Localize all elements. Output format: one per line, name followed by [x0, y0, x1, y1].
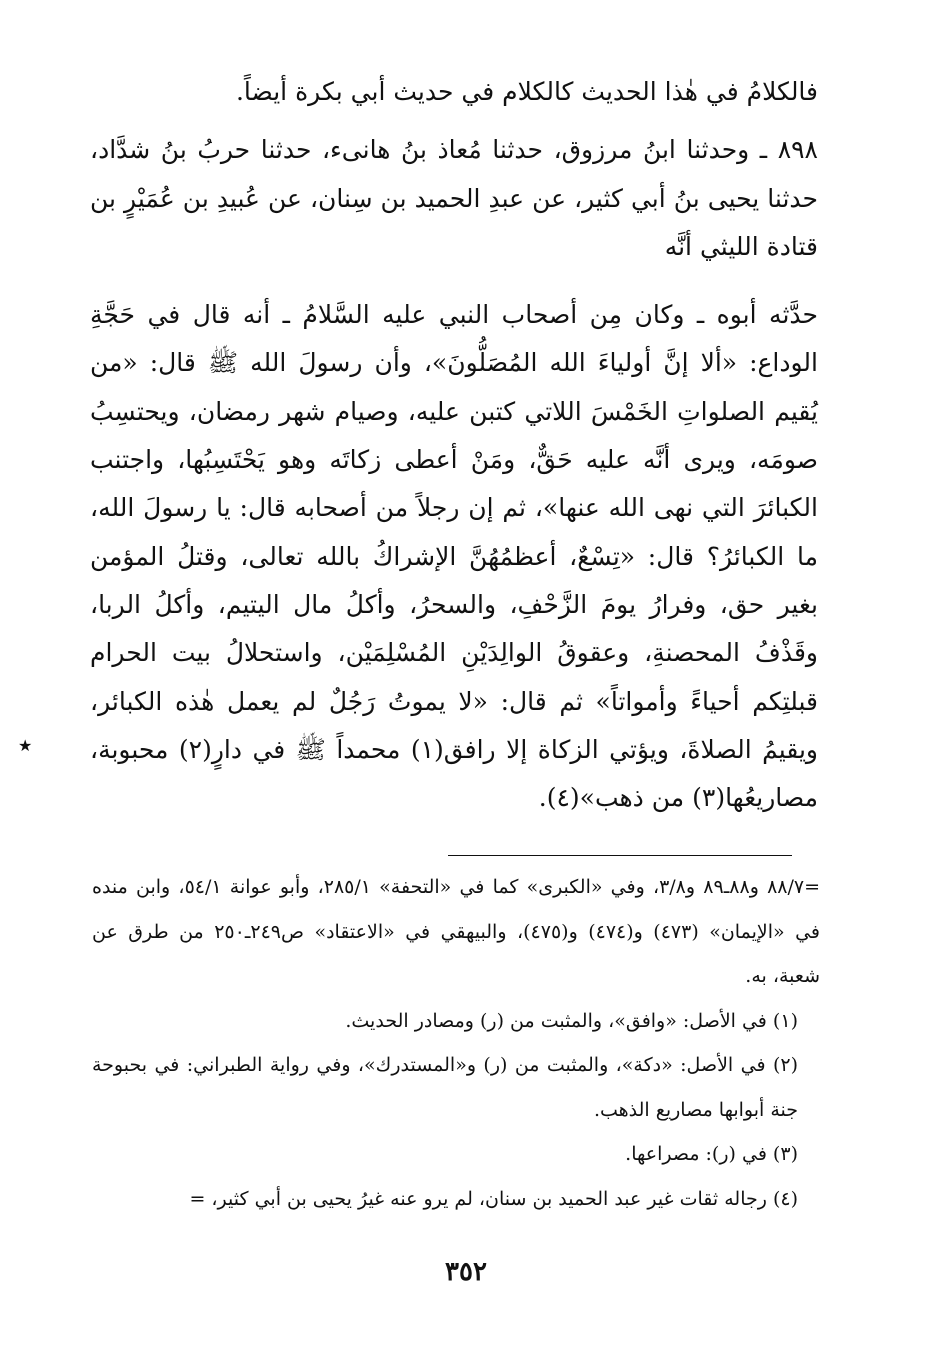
footnote-1: (١) في الأصل: «وافق»، والمثبت من (ر) ومصادر الحديث.	[345, 1009, 798, 1032]
paragraph-hadith-898-matn: حدَّثه أبوه ـ وكان مِن أصحاب النبي عليه السَّلامُ ـ أنه قال في حَجَّةِ الوداع: «ألا إنَّ أولياءَ الله المُصَلُّونَ»، وأن رسولَ الله ﷺ قال: «من يُقيم الصلواتِ الخَمْسَ اللاتي كتبن عليه، وصيام شهر رمضان، ويحتسِبُ صومَه، ويرى أنَّه عليه حَقٌّ، ومَنْ أعطى زكاتَه وهو يَحْتَسِبُها، واجتنب الكبائرَ التي نهى الله عنها»، ثم إن رجلاً من أصحابه قال: يا رسولَ الله، ما الكبائرُ؟ قال: «تِسْعٌ، أعظمُهُنَّ الإشراكُ بالله تعالى، وقتلُ المؤمن بغير حق، وفرارُ يومَ الزَّحْفِ، والسحرُ، وأكلُ مال اليتيم، وأكلُ الربا، وقَذْفُ المحصنةِ، وعقوقُ الوالِدَيْنِ المُسْلِمَيْن، واستحلالُ بيت الحرام قبلتِكم أحياءً وأمواتاً» ثم قال: «لا يموتُ رَجُلٌ لم يعمل هٰذه الكبائر، ويقيمُ الصلاةَ، ويؤتي الزكاة إلا رافق(١) محمداً ﷺ في دارٍ(٢) محبوبة، مصاريعُها(٣) من ذهب»(٤).	[90, 300, 819, 813]
footnote-4: (٤) رجاله ثقات غير عبد الحميد بن سنان، لم يرو عنه غيرُ يحيى بن أبي كثير، =	[189, 1187, 798, 1210]
footnotes	[92, 865, 820, 1221]
footnote-continuation: =٨٨/٧ و٨٨ـ٨٩ و٣/٨، وفي «الكبرى» كما في «التحفة» ٢٨٥/١، وأبو عوانة ٥٤/١، وابن منده في «الإيمان» (٤٧٣) و(٤٧٤) و(٤٧٥)، والبيهقي في «الاعتقاد» ص٢٤٩ـ٢٥٠ من طرق عن شعبة، به.	[92, 876, 821, 987]
page-number: ٣٥٢	[445, 1257, 487, 1287]
paragraph-intro: فالكلامُ في هٰذا الحديث كالكلام في حديث أبي بكرة أيضاً.	[235, 77, 818, 106]
paragraph-hadith-898-isnad: ٨٩٨ ـ وحدثنا ابنُ مرزوق، حدثنا مُعاذ بنُ هانىء، حدثنا حربُ بنُ شدَّاد، حدثنا يحيى بنُ أبي كثير، عن عبدِ الحميد بن سِنان، عن عُبيدِ بن عُمَيْرٍ بن قتادة الليثي أنَّه	[90, 135, 818, 261]
main-text	[90, 68, 818, 822]
footnote-3: (٣) في (ر): مصراعها.	[625, 1143, 798, 1165]
footnote-2: (٢) في الأصل: «دكة»، والمثبت من (ر) و«المستدرك»، وفي رواية الطبراني: في بحبوحة جنة أبوابها مصاريع الذهب.	[92, 1054, 798, 1121]
footnote-divider	[448, 855, 792, 856]
margin-star-icon: ★	[18, 736, 33, 755]
